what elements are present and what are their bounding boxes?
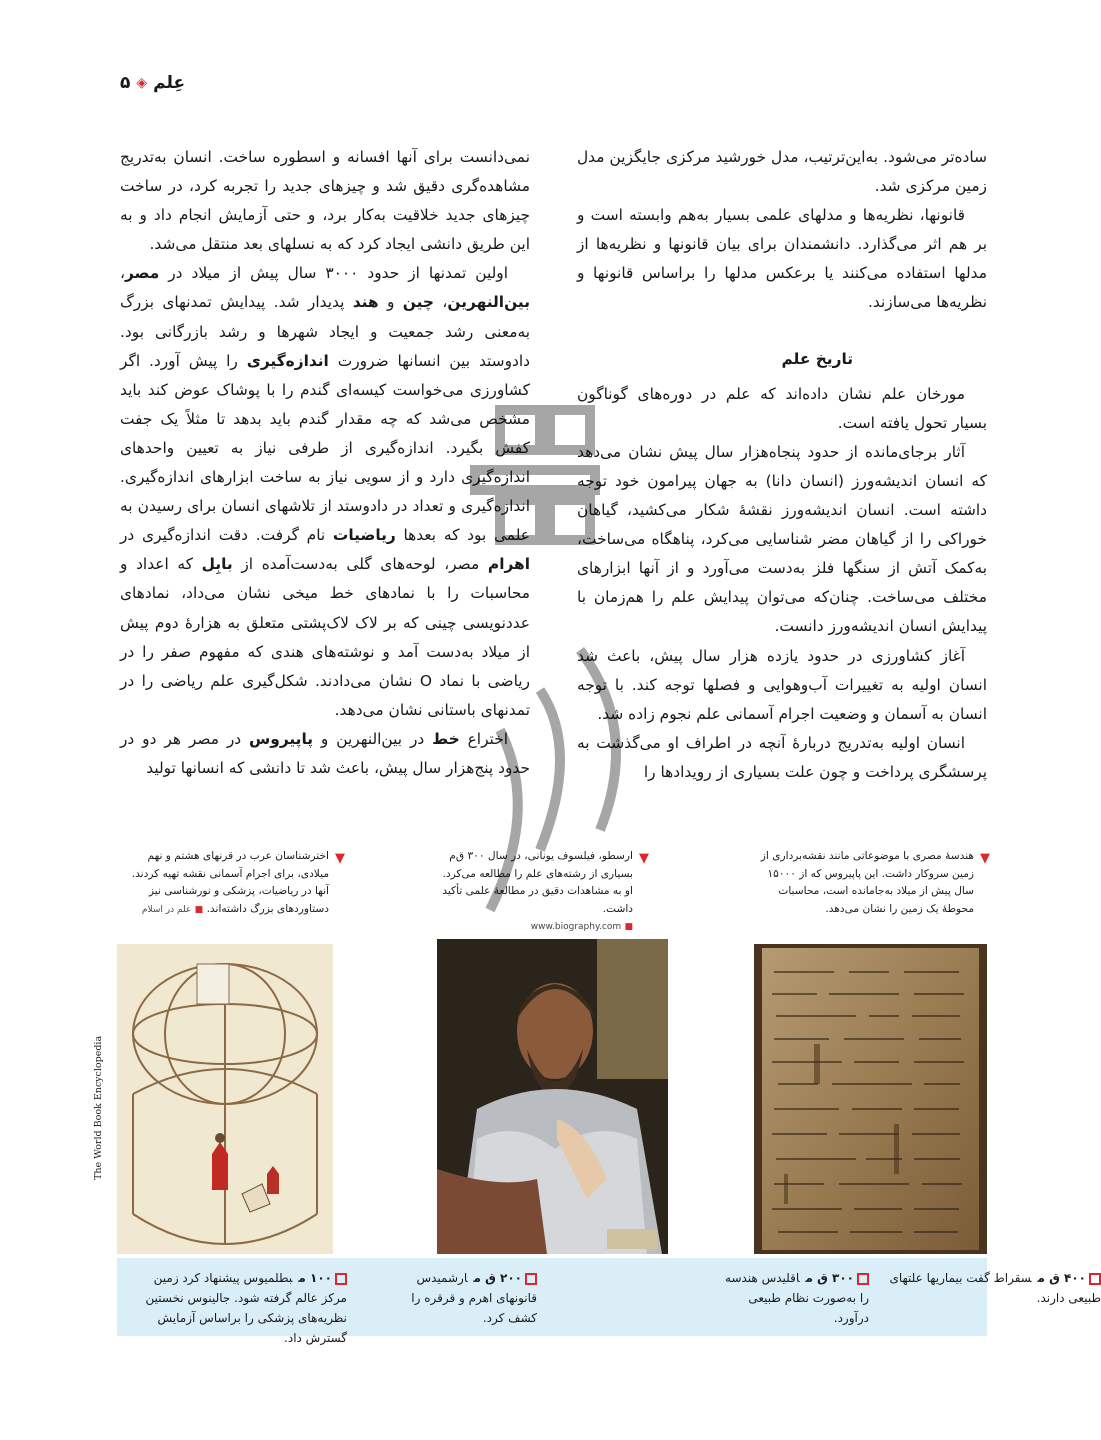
page-number: ۵ (120, 73, 131, 93)
paragraph: آغاز کشاورزی در حدود یازده هزار سال پیش، باعث شد انسان اولیه به تغییرات آب‌وهوایی و فصلها توجه کند. با توجه انسان به آسمان و وضعیت اجرام آسمانی علم نجوم زاده شد. (577, 646, 987, 723)
square-marker-icon (525, 1273, 537, 1285)
paragraph: قانونها، نظریه‌ها و مدلهای علمی بسیار به‌هم وابسته است و بر هم اثر می‌گذارد. دانشمندان برای بیان قانونها و نظریه‌ها از مدلها استفاده می‌کنند یا برعکس مدلها را براساس قانونها و نظریه‌ها می‌سازند. (577, 206, 987, 312)
timeline-item: ۳۰۰ ق ماقلیدس هندسه را به‌صورت نظام طبیعی درآورد. (725, 1271, 869, 1325)
aristotle-caption: ▼ ارسطو، فیلسوف یونانی، در سال ۳۰۰ ق‌م بسیاری از رشته‌های علم را مطالعه می‌کرد. او به مشاهدات دقیق در مطالعهٔ علمی تأکید داشت. ■ www.biography.com (442, 850, 649, 932)
section-heading: تاریخ علم (781, 349, 853, 368)
paragraph: نمی‌دانست برای آنها افسانه و اسطوره ساخت. انسان به‌تدریج مشاهده‌گری دقیق شد و چیزهای جدید را تجربه کرد، در ساخت چیزهای جدید خلاقیت به‌کار برد، و حتی آزمایش انجام داد و به این طریق دانشی ایجاد کرد که به نسلهای بعد منتقل می‌شد. (120, 148, 530, 254)
bold-term: بین‌النهرین (447, 293, 530, 312)
book-icon: ■ (194, 904, 204, 915)
bold-term: چین (402, 293, 435, 312)
timeline-item: ۲۰۰ ق مارشمیدس قانونهای اهرم و قرقره را کشف کرد. (411, 1271, 537, 1325)
timeline-bar (117, 1258, 1101, 1345)
page-header (120, 68, 185, 98)
image-source: علم در اسلام (141, 904, 192, 915)
side-credit: The World Book Encyclopedia (93, 1035, 104, 1180)
square-marker-icon (335, 1273, 347, 1285)
paragraph: آثار برجای‌مانده از حدود پنجاه‌هزار سال پیش نشان می‌دهد که انسان اندیشه‌ورز (انسان دانا) به جهان پیرامون خود توجه داشته است. انسان اندیشه‌ورز نقشهٔ شکار می‌کشید، گیاهان خوراکی را از گیاهان مضر شناسایی می‌کرد، پناهگاه می‌ساخت، به‌کمک آتش از سنگها فلز به‌دست می‌آورد و از آنها ابزارهای مختلف می‌ساخت. چنان‌که می‌توان پیدایش علم را هم‌زمان با پیدایش انسان اندیشه‌ورز دانست. (577, 442, 987, 636)
square-marker-icon (857, 1273, 869, 1285)
text-column-left (120, 143, 530, 783)
paragraph: انسان اولیه به‌تدریج دربارهٔ آنچه در اطراف او می‌گذشت به پرسشگری پرداخت و چون علت بسیاری از رویدادها را (577, 733, 987, 781)
aristotle-image (437, 939, 668, 1254)
triangle-icon: ▼ (335, 851, 345, 866)
bold-term: پاپیروس (249, 729, 314, 748)
timeline-item: ۴۰۰ ق مسقراط گفت بیماریها علتهای طبیعی دارند. (889, 1271, 1101, 1305)
bold-term: مصر (124, 264, 160, 283)
paragraph: مورخان علم نشان داده‌اند که علم در دوره‌های گوناگون بسیار تحول یافته است. (577, 384, 987, 432)
paragraph: ساده‌تر می‌شود. به‌این‌ترتیب، مدل خورشید مرکزی جایگزین مدل زمین مرکزی شد. (577, 148, 987, 196)
book-icon: ■ (624, 922, 633, 932)
bold-term: هند (352, 293, 379, 312)
timeline-item: ۱۰۰ مبطلمیوس پیشنهاد کرد زمین مرکز عالم گرفته شود. جالینوس نخستین نظریه‌های پزشکی را براساس آزمایش گسترش داد. (145, 1271, 347, 1345)
image-source: www.biography.com (530, 922, 622, 932)
paragraph: اولین تمدنها از حدود ۳۰۰۰ سال پیش از میلاد در مصر، بین‌النهرین، چین و هند پدیدار شد. پیدایش تمدنهای بزرگ به‌معنی رشد جمعیت و ایجاد شهرها و رشد بازرگانی بود. دادوستد بین انسانها ضرورت اندازه‌گیری را پیش آورد. اگر کشاورزی می‌خواست کیسه‌ای گندم را با پوشاک عوض کند باید مشخص می‌شد که چه مقدار گندم باید بدهد تا مثلاً یک جفت کفش بگیرد. اندازه‌گیری از طرفی نیاز به تعیین واحدهای اندازه‌گیری دارد و از سویی نیاز به ساخت ابزارهای اندازه‌گیری. اندازه‌گیری و تعداد در دادوستد از تلاشهای انسان برای رسیدن به علمی بود که بعدها ریاضیات نام گرفت. دقت اندازه‌گیری در اهرام مصر، لوحه‌های گلی به‌دست‌آمده از بابِل که اعداد و محاسبات را با نمادهای خط میخی نشان می‌داد، نمادهای عددنویسی چینی که بر لاک لاک‌پشتی متعلق به هزارهٔ دوم پیش از میلاد به‌دست آمد و نوشته‌های هندی که مفهوم صفر را در ریاضی با نماد O نشان می‌دادند. شکل‌گیری علم ریاضی را در تمدنهای باستانی نشان می‌دهد. (120, 264, 530, 719)
papyrus-image (754, 944, 987, 1254)
chapter-title: عِلم (153, 73, 186, 93)
diamond-icon: ◈ (136, 75, 148, 91)
bold-term: اندازه‌گیری (246, 351, 329, 370)
bold-term: ریاضیات (332, 526, 396, 545)
bold-term: اهرام (487, 555, 530, 574)
triangle-icon: ▼ (980, 851, 990, 866)
bold-term: خط (432, 729, 460, 748)
square-marker-icon (1089, 1273, 1101, 1285)
text-column-right (577, 143, 987, 787)
astronomers-caption: ▼ اخترشناسان عرب در قرنهای هشتم و نهم میلادی، برای اجرام آسمانی نقشه تهیه کردند. آنها در ریاضیات، پزشکی و نورشناسی نیز دستاوردهای بزرگ داشته‌اند. ■ علم در اسلام (131, 850, 345, 915)
bold-term: بابِل (201, 555, 233, 574)
paragraph: اختراع خط در بین‌النهرین و پاپیروس در مصر هر دو در حدود پنج‌هزار سال پیش، باعث شد تا دانشی که انسانها تولید (120, 729, 530, 777)
papyrus-caption: ▼ هندسهٔ مصری با موضوعاتی مانند نقشه‌برداری از زمین سروکار داشت. این پاپیروس که از ۱۵۰۰۰ سال پیش از میلاد به‌جامانده است، محاسبات محوطهٔ یک زمین را نشان می‌دهد. (760, 850, 990, 915)
triangle-icon: ▼ (639, 851, 649, 866)
astrolabe-image (117, 944, 333, 1254)
